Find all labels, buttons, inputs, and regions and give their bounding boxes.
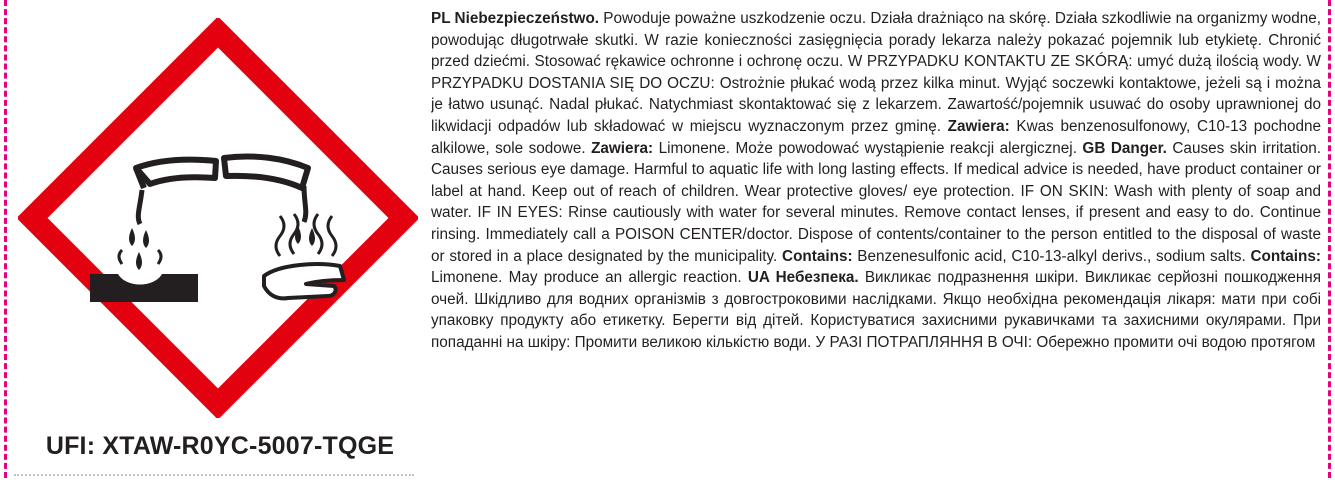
gb-signal-word: GB Danger.: [1082, 139, 1167, 157]
gb-contains-label: Contains:: [782, 247, 853, 265]
gb-contains-ingredients: Benzenesulfonic acid, C10-13-alkyl derivs., sodium salts.: [852, 247, 1246, 265]
pl-contains-limonene: Limonene. Może powodować wystąpienie reakcji alergicznej.: [653, 139, 1077, 157]
pl-contains-label: Zawiera:: [947, 117, 1010, 135]
hand-icon: [264, 264, 344, 298]
bottom-cropped-line: [14, 474, 414, 480]
right-drop-stream: [304, 186, 306, 222]
hazard-statement-text: [431, 8, 1321, 478]
ufi-code: UFI: XTAW-R0YC-5007-TQGE: [45, 432, 395, 460]
gb-statements: Causes skin irritation. Causes serious eye damage. Harmful to aquatic life with long lasting effects. If medical advice is needed, have product container or label at hand. Keep out of reach of children. Wear protective gloves/ eye protection. IF ON SKIN: Wash with plenty of soap and water. IF IN EYES: Rinse cautiously with water for several minutes. Remove contact lenses, if present and easy to do. Continue rinsing. Immediately call a POISON CENTER/doctor. Dispose of contents/container to the person entitled to the disposal of waste or stored in a place designated by the municipality.: [431, 139, 1321, 265]
ua-statements: Викликає подразнення шкіри. Викликає серйозні пошкодження очей. Шкідливо для водних організмів з довгостроковими наслідками. Якщо необхідна рекомендація лікаря: мати при собі упаковку продукту або етикетку. Берегти від дітей. Користуватися захисними рукавичками та захисними окулярами. При попаданні на шкіру: Промити великою кількістю води. У РАЗІ ПОТРАПЛЯННЯ В ОЧІ: Обережно промити очі водою протягом: [431, 269, 1321, 351]
gb-contains-label-2: Contains:: [1250, 247, 1321, 265]
cut-line-left: [4, 0, 7, 478]
corrosive-hazard-pictogram: [18, 18, 418, 418]
pl-statements: Powoduje poważne uszkodzenie oczu. Działa drażniąco na skórę. Działa szkodliwie na organizmy wodne, powodując długotrwałe skutki. W razie konieczności zasięgnięcia porady lekarza należy pokazać pojemnik lub etykietę. Chronić przed dziećmi. Stosować rękawice ochronne i ochronę oczu. W PRZYPADKU KONTAKTU ZE SKÓRĄ: umyć dużą ilością wody. W PRZYPADKU DOSTANIA SIĘ DO OCZU: Ostrożnie płukać wodą przez kilka minut. Wyjąć soczewki kontaktowe, jeżeli są i można je łatwo usunąć. Nadal płukać. Natychmiast skontaktować się z lekarzem. Zawartość/pojemnik usuwać do osoby uprawnionej do likwidacji odpadów lub składować w miejscu wyznaczonym przez gminę.: [431, 10, 1321, 135]
ua-signal-word: UA Небезпека.: [747, 269, 859, 287]
pl-contains-ingredients: Kwas benzenosulfonowy, C10-13 pochodne alkilowe, sole sodowe.: [431, 117, 1321, 157]
hazard-diamond-border: [32, 32, 404, 404]
pl-signal-word: PL Niebezpieczeństwo.: [431, 10, 600, 27]
gb-contains-limonene: Limonene. May produce an allergic reaction.: [431, 269, 742, 287]
cut-line-right: [1328, 0, 1331, 478]
pl-contains-label-2: Zawiera:: [591, 139, 654, 157]
